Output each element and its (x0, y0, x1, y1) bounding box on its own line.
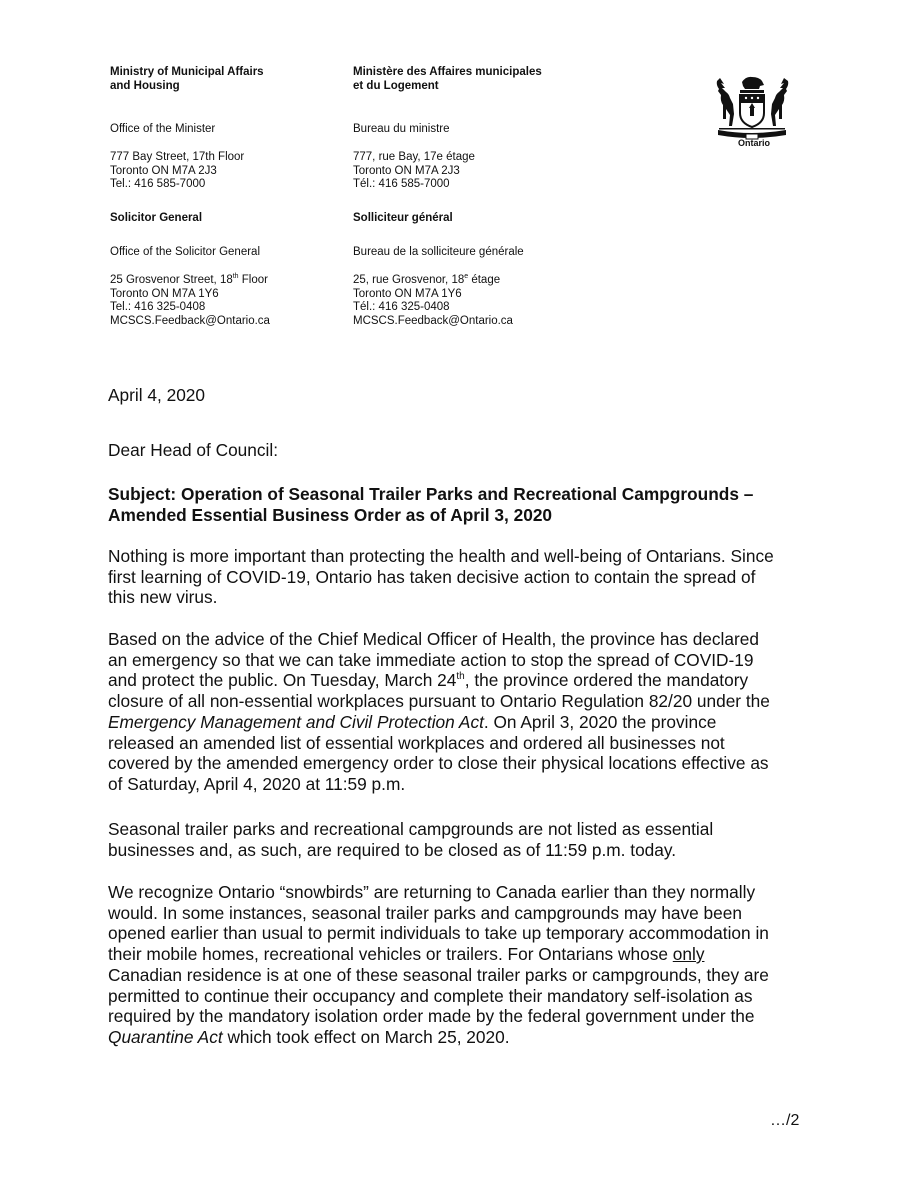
act-title-quarantine: Quarantine Act (108, 1026, 223, 1047)
subject-line: Subject: Operation of Seasonal Trailer Parks and Recreational Campgrounds – Amended Essential Business Order as of April 3, 2020 (108, 484, 754, 525)
paragraph-4: We recognize Ontario “snowbirds” are returning to Canada earlier than they normally would. In some instances, seasonal trailer parks and campgrounds may have been opened earlier than usual to permit individuals to take up temporary accommodation in their mobile homes, recreational vehicles or trailers. For Ontarians whose only Canadian residence is at one of these seasonal trailer parks or campgrounds, they are permitted to continue their occupancy and complete their mandatory self-isolation as required by the mandatory isolation order made by the federal government under the Quarantine Act which took effect on March 25, 2020. (108, 882, 769, 1047)
act-title-emergency: Emergency Management and Civil Protection Act (108, 711, 484, 732)
ministry-name-en: Ministry of Municipal Affairs and Housing (110, 66, 264, 92)
paragraph-2: Based on the advice of the Chief Medical Officer of Health, the province has declared an emergency so that we can take immediate action to stop the spread of COVID-19 and protect the public. On Tuesday, March 24th, the province ordered the mandatory closure of all non-essential workplaces pursuant to Ontario Regulation 82/20 under the Emergency Management and Civil Protection Act. On April 3, 2020 the province released an amended list of essential workplaces and ordered all businesses not covered by the amended emergency order to close their physical locations effective as of Saturday, April 4, 2020 at 11:59 p.m. (108, 629, 770, 794)
solicitor-address-en: 25 Grosvenor Street, 18th Floor Toronto ON M7A 1Y6 Tel.: 416 325-0408 MCSCS.Feedback@Ontario.ca (110, 274, 350, 328)
solicitor-name-fr: Solliciteur général (353, 212, 453, 224)
salutation: Dear Head of Council: (108, 440, 279, 460)
paragraph-1: Nothing is more important than protecting the health and well-being of Ontarians. Since first learning of COVID-19, Ontario has taken decisive action to contain the spread of this new virus. (108, 546, 774, 608)
solicitor-office-fr: Bureau de la solliciteure générale (353, 246, 524, 258)
ontario-wordmark: Ontario (737, 138, 770, 148)
feedback-email-fr: MCSCS.Feedback@Ontario.ca (353, 314, 513, 327)
page-number: …/2 (770, 1112, 800, 1129)
paragraph-3: Seasonal trailer parks and recreational campgrounds are not listed as essential businesses and, as such, are required to be closed as of 11:59 p.m. today. (108, 819, 714, 860)
letter-date: April 4, 2020 (108, 385, 206, 405)
office-name-fr: Bureau du ministre (353, 123, 450, 135)
solicitor-address-fr: 25, rue Grosvenor, 18e étage Toronto ON M7A 1Y6 Tél.: 416 325-0408 MCSCS.Feedback@Ontario.ca (353, 274, 593, 328)
address-en: 777 Bay Street, 17th Floor Toronto ON M7A 2J3 Tel.: 416 585-7000 (110, 151, 245, 191)
address-fr: 777, rue Bay, 17e étage Toronto ON M7A 2J3 Tél.: 416 585-7000 (353, 151, 475, 191)
office-name-en: Office of the Minister (110, 123, 216, 135)
solicitor-office-en: Office of the Solicitor General (110, 246, 260, 258)
feedback-email-en: MCSCS.Feedback@Ontario.ca (110, 314, 270, 327)
solicitor-name-en: Solicitor General (110, 212, 203, 224)
emphasis-only: only (672, 944, 705, 965)
ministry-name-fr: Ministère des Affaires municipales et du Logement (353, 66, 542, 92)
